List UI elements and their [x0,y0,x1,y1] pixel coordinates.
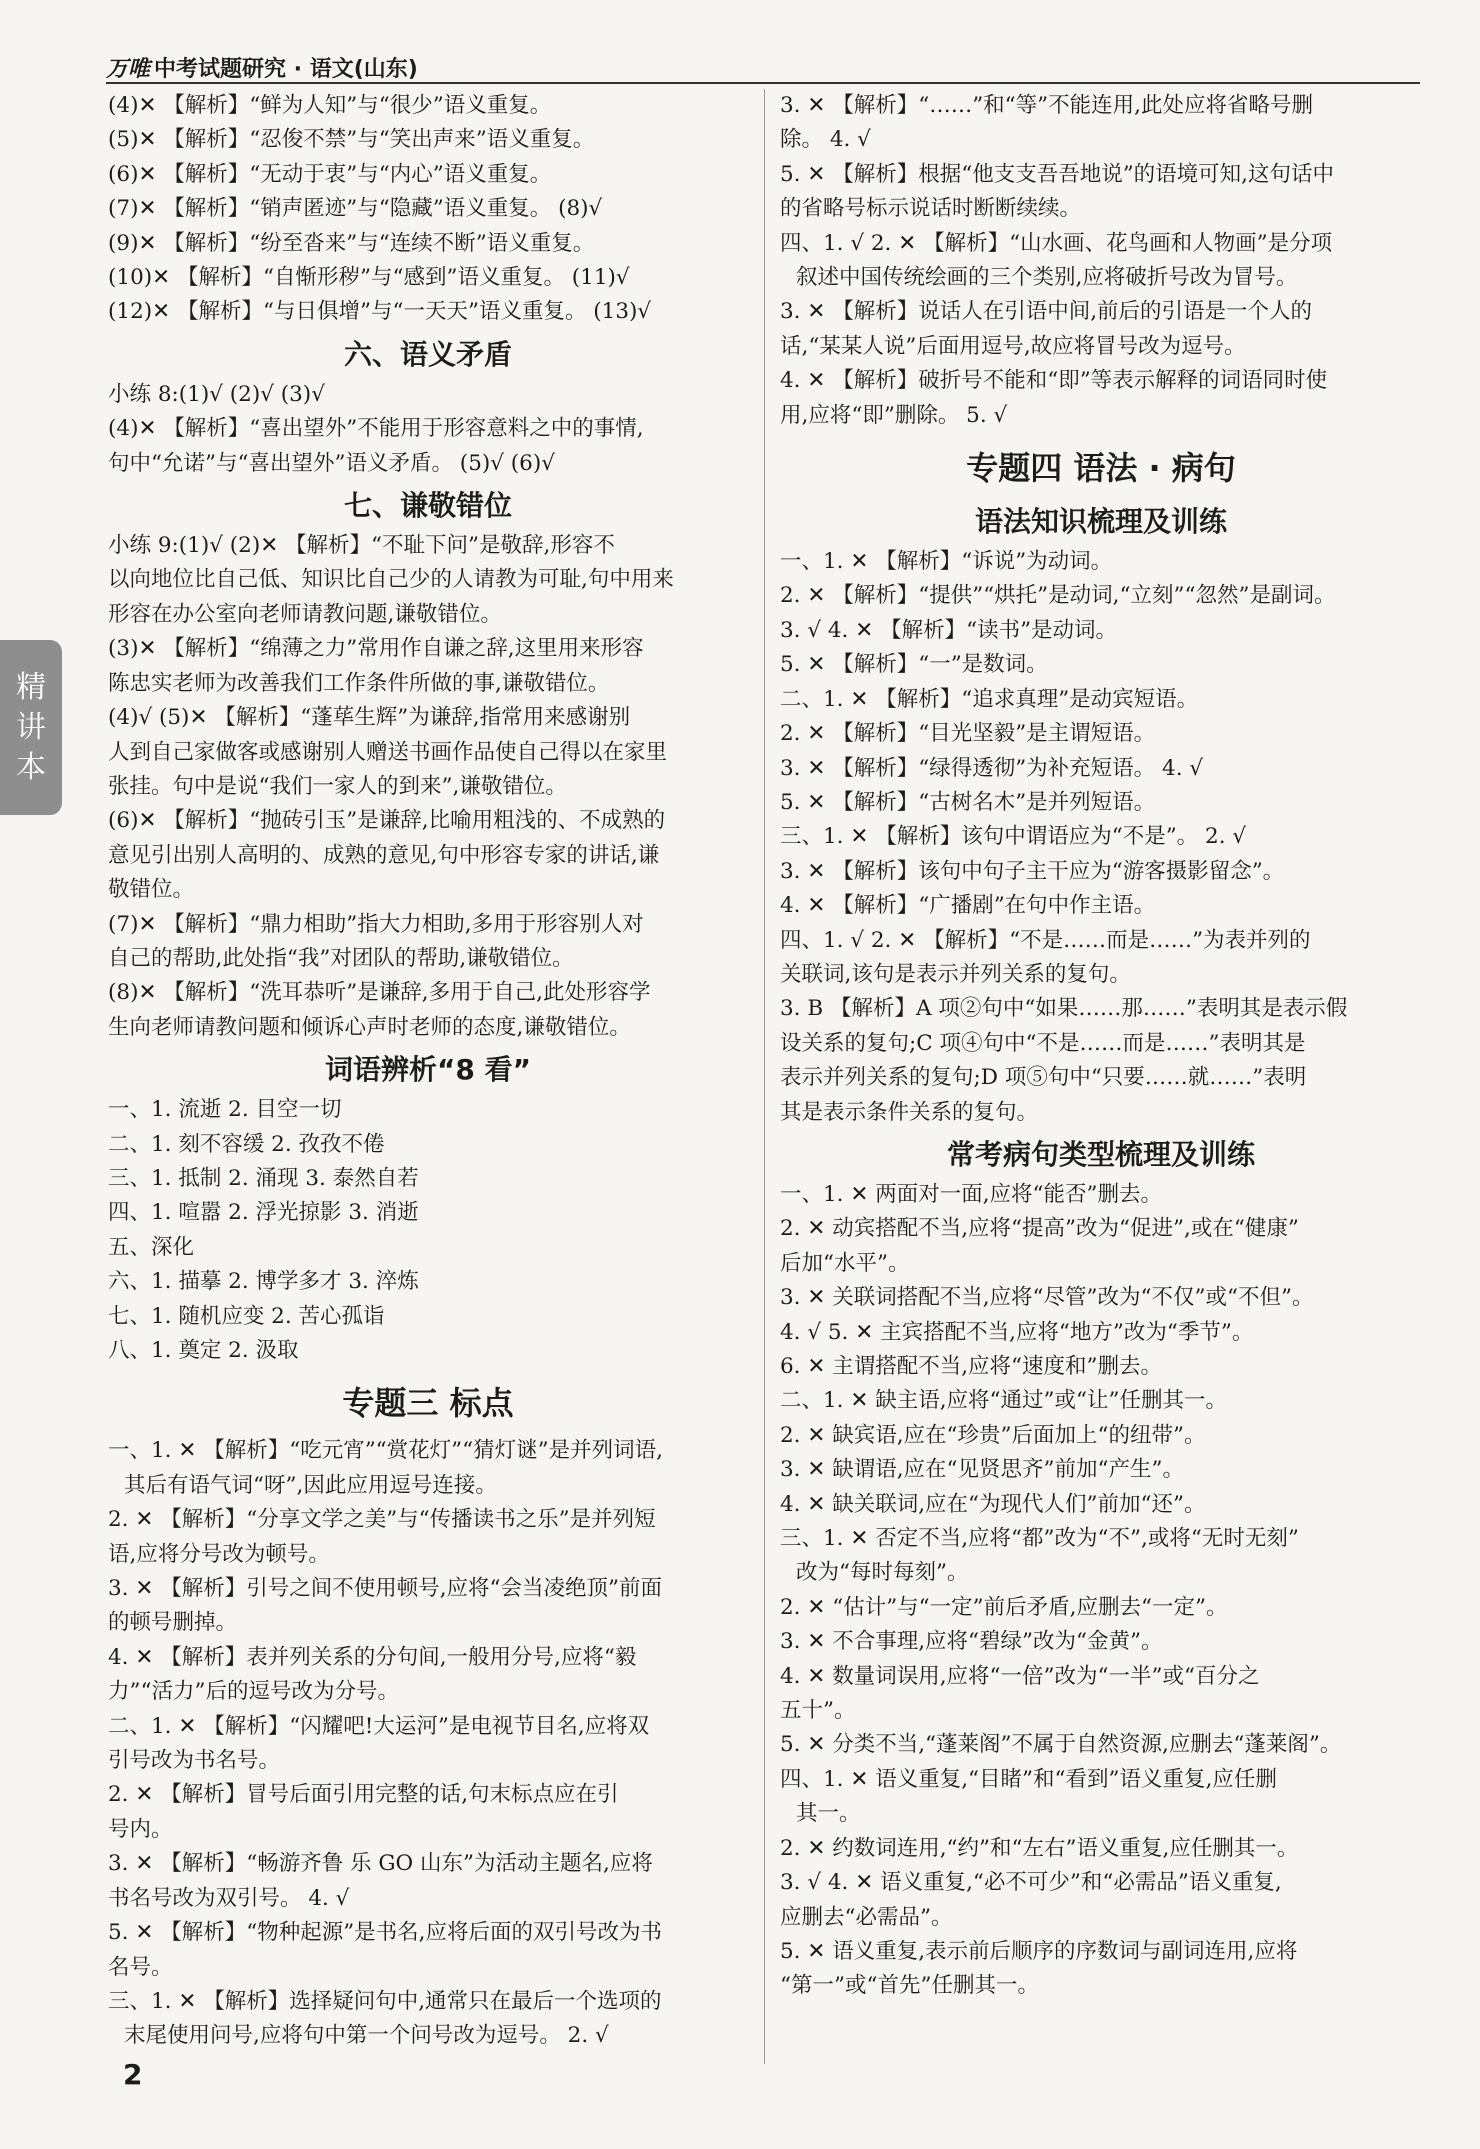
answer-line: 3. √ 4. ✕ 语义重复,“必不可少”和“必需品”语义重复, [780,1870,1282,1896]
answer-line: 三、1. ✕ 否定不当,应将“都”改为“不”,或将“无时无刻” [780,1526,1299,1552]
answer-line: (9)✕ 【解析】“纷至沓来”与“连续不断”语义重复。 [108,230,595,256]
answer-line: 五十”。 [780,1698,856,1724]
brand-logo: 万唯 [106,57,151,82]
answer-line: 3. √ 4. ✕ 【解析】“读书”是动词。 [780,617,1118,643]
answer-line: 2. ✕ 【解析】冒号后面引用完整的话,句末标点应在引 [108,1782,619,1808]
answer-line: 生向老师请教问题和倾诉心声时老师的态度,谦敬错位。 [108,1014,631,1040]
answer-line: 三、1. ✕ 【解析】选择疑问句中,通常只在最后一个选项的 [108,1988,662,2014]
answer-line: 5. ✕ 【解析】“一”是数词。 [780,652,1048,678]
answer-line: 自己的帮助,此处指“我”对团队的帮助,谦敬错位。 [108,945,574,971]
answer-line: 5. ✕ 语义重复,表示前后顺序的序数词与副词连用,应将 [780,1938,1298,1964]
answer-line: 三、1. ✕ 【解析】该句中谓语应为“不是”。 2. √ [780,824,1247,850]
answer-line: 4. √ 5. ✕ 主宾搭配不当,应将“地方”改为“季节”。 [780,1319,1254,1345]
answer-line: 表示并列关系的复句;D 项⑤句中“只要……就……”表明 [780,1065,1307,1091]
answer-line: 2. ✕ “估计”与“一定”前后矛盾,应删去“一定”。 [780,1594,1228,1620]
answer-line: 3. ✕ 【解析】引号之间不使用顿号,应将“会当凌绝顶”前面 [108,1576,663,1602]
answer-line: 七、1. 随机应变 2. 苦心孤诣 [108,1303,385,1329]
answer-line: 2. ✕ 【解析】“提供”“烘托”是动词,“立刻”“忽然”是副词。 [780,583,1336,609]
answer-line: 二、1. 刻不容缓 2. 孜孜不倦 [108,1131,385,1157]
right-column [780,89,1422,2004]
answer-line: 5. ✕ 分类不当,“蓬莱阁”不属于自然资源,应删去“蓬莱阁”。 [780,1732,1342,1758]
answer-line: (3)✕ 【解析】“绵薄之力”常用作自谦之辞,这里用来形容 [108,636,644,662]
answer-line: 3. ✕ 【解析】“……”和“等”不能连用,此处应将省略号删 [780,93,1313,118]
answer-line: 3. ✕ 关联词搭配不当,应将“尽管”改为“不仅”或“不但”。 [780,1285,1314,1311]
answer-line: 5. ✕ 【解析】“物种起源”是书名,应将后面的双引号改为书 [108,1920,663,1946]
answer-line: 话,“某某人说”后面用逗号,故应将冒号改为逗号。 [780,333,1246,359]
answer-line: 的省略号标示说话时断断续续。 [780,196,1082,222]
subsection-title: 七、谦敬错位 [343,489,512,523]
answer-line: 4. ✕ 数量词误用,应将“一倍”改为“一半”或“百分之 [780,1663,1260,1689]
answer-line: (7)✕ 【解析】“销声匿迹”与“隐藏”语义重复。 (8)√ [108,196,603,222]
answer-line: (4)✕ 【解析】“鲜为人知”与“很少”语义重复。 [108,93,552,118]
answer-line: 改为“每时每刻”。 [796,1560,969,1586]
answer-line: 八、1. 奠定 2. 汲取 [108,1338,299,1363]
answer-line: 形容在办公室向老师请教问题,谦敬错位。 [108,601,502,627]
answer-line: 2. ✕ 约数词连用,“约”和“左右”语义重复,应任删其一。 [780,1835,1299,1861]
answer-line: 除。 4. √ [780,127,871,153]
answer-line: (12)✕ 【解析】“与日俱增”与“一天天”语义重复。 (13)√ [108,299,652,325]
answer-line: 小练 9:(1)√ (2)✕ 【解析】“不耻下问”是敬辞,形容不 [108,533,615,559]
side-tab-char: 讲 [16,709,46,745]
answer-line: 用,应将“即”删除。 5. √ [780,402,1008,428]
answer-line: 敬错位。 [108,877,195,903]
answer-line: 张挂。句中是说“我们一家人的到来”,谦敬错位。 [108,773,567,799]
section-title: 专题三 标点 [342,1384,514,1423]
answer-line: 力”“活力”后的逗号改为分号。 [108,1679,399,1705]
answer-line: (6)✕ 【解析】“抛砖引玉”是谦辞,比喻用粗浅的、不成熟的 [108,808,666,834]
answer-line: 2. ✕ 动宾搭配不当,应将“提高”改为“促进”,或在“健康” [780,1216,1299,1242]
answer-line: 3. ✕ 不合事理,应将“碧绿”改为“金黄”。 [780,1629,1163,1655]
subsection-title: 六、语义矛盾 [343,337,512,371]
answer-line: 意见引出别人高明的、成熟的意见,句中形容专家的讲话,谦 [108,842,660,868]
answer-line: 2. ✕ 缺宾语,应在“珍贵”后面加上“的纽带”。 [780,1422,1206,1448]
answer-line: 号内。 [108,1816,173,1842]
answer-line: 三、1. 抵制 2. 涌现 3. 泰然自若 [108,1165,419,1191]
answer-line: (4)✕ 【解析】“喜出望外”不能用于形容意料之中的事情, [108,416,644,442]
answer-line: (10)✕ 【解析】“自惭形秽”与“感到”语义重复。 (11)√ [108,265,630,291]
answer-line: 四、1. √ 2. ✕ 【解析】“不是……而是……”为表并列的 [780,927,1311,953]
answer-line: (8)✕ 【解析】“洗耳恭听”是谦辞,多用于自己,此处形容学 [108,980,651,1006]
answer-line: 4. ✕ 缺关联词,应在“为现代人们”前加“还”。 [780,1491,1206,1517]
answer-line: 6. ✕ 主谓搭配不当,应将“速度和”删去。 [780,1354,1163,1379]
answer-line: 的顿号删掉。 [108,1610,238,1636]
subsection-title: 语法知识梳理及训练 [974,505,1227,539]
page-number: 2 [123,2058,143,2091]
answer-line: 4. ✕ 【解析】表并列关系的分句间,一般用分号,应将“毅 [108,1644,637,1670]
answer-line: 3. B 【解析】A 项②句中“如果……那……”表明其是表示假 [780,996,1348,1022]
answer-line: 3. ✕ 【解析】“绿得透彻”为补充短语。 4. √ [780,755,1204,781]
answer-line: 一、1. ✕ 【解析】“诉说”为动词。 [780,549,1113,575]
answer-line: 以向地位比自己低、知识比自己少的人请教为可耻,句中用来 [108,567,674,593]
answer-line: 六、1. 描摹 2. 博学多才 3. 淬炼 [108,1269,419,1295]
answer-line: 应删去“必需品”。 [780,1904,953,1930]
answer-line: (4)√ (5)✕ 【解析】“蓬荜生辉”为谦辞,指常用来感谢别 [108,705,631,731]
answer-line: 叙述中国传统绘画的三个类别,应将破折号改为冒号。 [796,265,1298,291]
answer-line: 3. ✕ 【解析】“畅游齐鲁 乐 GO 山东”为活动主题名,应将 [108,1851,653,1877]
answer-line: (7)✕ 【解析】“鼎力相助”指大力相助,多用于形容别人对 [108,911,644,937]
answer-line: 5. ✕ 【解析】根据“他支支吾吾地说”的语境可知,这句话中 [780,161,1335,187]
answer-line: 3. ✕ 【解析】说话人在引语中间,前后的引语是一个人的 [780,299,1313,325]
answer-line: 关联词,该句是表示并列关系的复句。 [780,961,1131,987]
answer-line: 语,应将分号改为顿号。 [108,1541,330,1567]
answer-line: 4. ✕ 【解析】破折号不能和“即”等表示解释的词语同时使 [780,368,1328,394]
side-tab-char: 本 [16,749,46,785]
answer-line: 四、1. ✕ 语义重复,“目睹”和“看到”语义重复,应任删 [780,1766,1277,1792]
answer-line: (5)✕ 【解析】“忍俊不禁”与“笑出声来”语义重复。 [108,127,595,153]
answer-line: 其一。 [796,1801,861,1827]
answer-line: 其后有语气词“呀”,因此应用逗号连接。 [124,1472,497,1498]
answer-line: “第一”或“首先”任删其一。 [780,1973,1039,1999]
answer-line: 5. ✕ 【解析】“古树名木”是并列短语。 [780,789,1156,815]
answer-line: 2. ✕ 【解析】“分享文学之美”与“传播读书之乐”是并列短 [108,1507,656,1533]
page-header [106,52,418,83]
answer-line: 引号改为书名号。 [108,1748,281,1774]
answer-line: 书名号改为双引号。 4. √ [108,1885,350,1911]
answer-line: 3. ✕ 【解析】该句中句子主干应为“游客摄影留念”。 [780,858,1285,884]
left-column [108,89,748,2054]
answer-line: 3. ✕ 缺谓语,应在“见贤思齐”前加“产生”。 [780,1457,1184,1483]
answer-line: 二、1. ✕ 【解析】“闪耀吧!大运河”是电视节目名,应将双 [108,1713,650,1739]
answer-line: 一、1. ✕ 两面对一面,应将“能否”删去。 [780,1181,1163,1207]
answer-line: 4. ✕ 【解析】“广播剧”在句中作主语。 [780,893,1156,919]
answer-line: 小练 8:(1)√ (2)√ (3)√ [108,381,325,407]
answer-line: 五、深化 [108,1234,195,1260]
answer-line: 二、1. ✕ 缺主语,应将“通过”或“让”任删其一。 [780,1388,1227,1414]
header-rule [106,82,1420,84]
answer-line: 二、1. ✕ 【解析】“追求真理”是动宾短语。 [780,686,1199,712]
answer-line: 陈忠实老师为改善我们工作条件所做的事,谦敬错位。 [108,670,610,696]
side-tab-char: 精 [16,669,46,705]
answer-line: 一、1. ✕ 【解析】“吃元宵”“赏花灯”“猜灯谜”是并列词语, [108,1438,663,1464]
book-title: 中考试题研究 · 语文(山东) [154,57,418,82]
answer-line: 四、1. 喧嚣 2. 浮光掠影 3. 消逝 [108,1200,419,1226]
answer-line: 四、1. √ 2. ✕ 【解析】“山水画、花鸟画和人物画”是分项 [780,230,1333,256]
answer-line: 人到自己家做客或感谢别人赠送书画作品使自己得以在家里 [108,739,668,765]
side-tab [0,640,62,815]
answer-line: 末尾使用问号,应将句中第一个问号改为逗号。 2. √ [124,2023,609,2049]
section-title: 专题四 语法 · 病句 [966,449,1236,488]
subsection-title: 常考病句类型梳理及训练 [946,1137,1255,1171]
answer-line: 设关系的复句;C 项④句中“不是……而是……”表明其是 [780,1030,1306,1056]
column-divider [764,89,765,2064]
answer-line: 句中“允诺”与“喜出望外”语义矛盾。 (5)√ (6)√ [108,450,555,476]
answer-line: 后加“水平”。 [780,1250,910,1276]
answer-line: 一、1. 流逝 2. 目空一切 [108,1097,342,1123]
answer-line: (6)✕ 【解析】“无动于衷”与“内心”语义重复。 [108,161,552,187]
answer-line: 名号。 [108,1954,173,1980]
subsection-title: 词语辨析“8 看” [324,1053,532,1087]
answer-line: 其是表示条件关系的复句。 [780,1099,1039,1125]
answer-line: 2. ✕ 【解析】“目光坚毅”是主谓短语。 [780,721,1156,747]
